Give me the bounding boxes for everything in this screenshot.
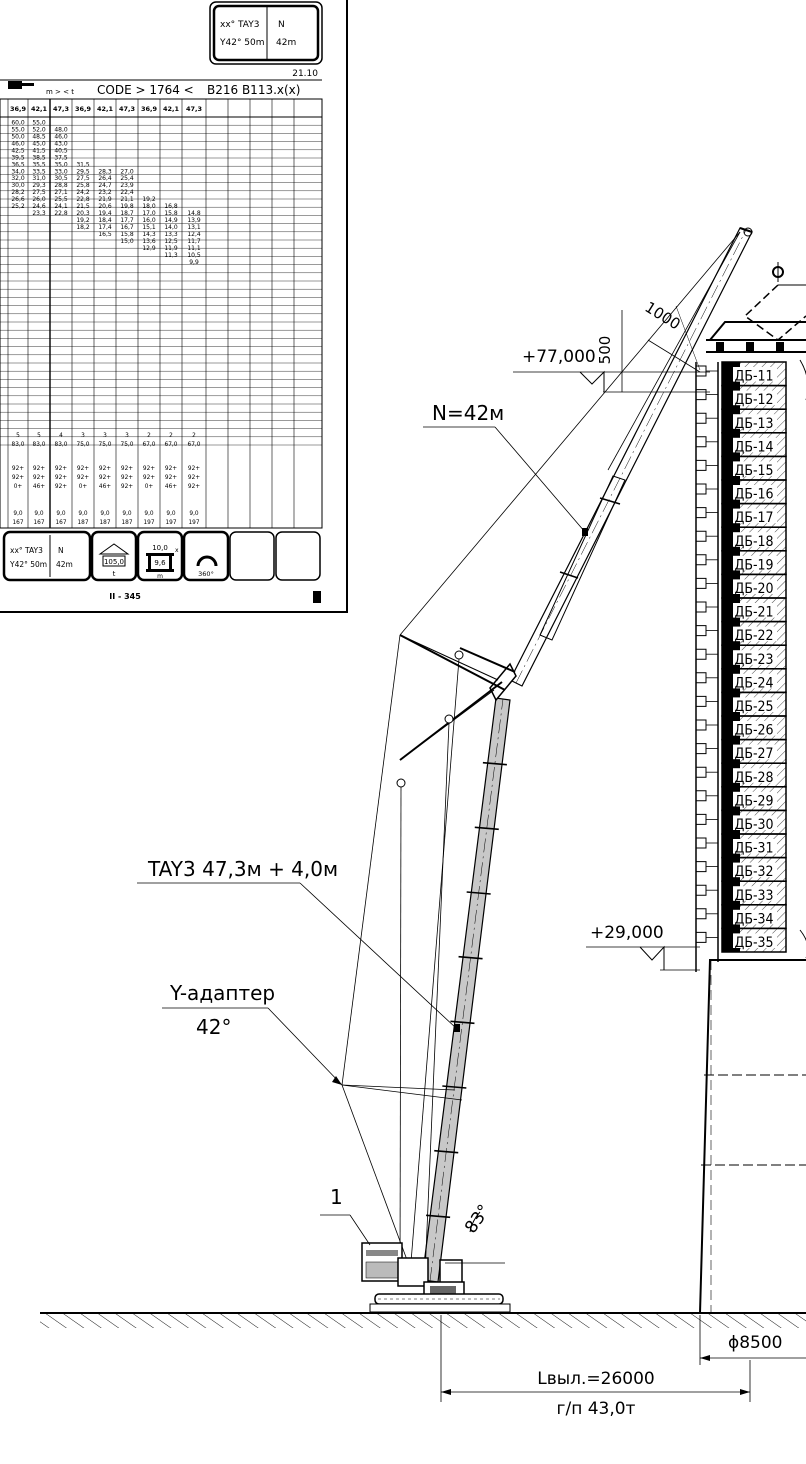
main-boom [422, 698, 510, 1282]
load-cell: 23,3 [32, 210, 46, 218]
config-box-bottom [4, 532, 90, 580]
footer-cell: 92+ [164, 475, 178, 481]
load-cell: 16,5 [98, 230, 112, 238]
tower-block [722, 433, 786, 457]
header-cell: 36,9 [9, 105, 27, 113]
header-cell: 36,9 [74, 105, 92, 113]
load-cell: 13,1 [187, 224, 201, 232]
load-cell: 18,4 [98, 217, 112, 225]
tower-block [722, 527, 786, 551]
footer-cell: 92+ [11, 475, 25, 481]
footer-cell: 92+ [54, 484, 68, 490]
footer-cell: 92+ [120, 484, 134, 490]
load-cell: 21,5 [76, 203, 90, 211]
load-cell: 18,0 [142, 203, 156, 211]
load-cell: 40,5 [54, 147, 68, 155]
track-width-value: 10,0 [152, 544, 168, 552]
load-cell: 29,5 [76, 168, 90, 176]
footer-cell: 4 [59, 433, 63, 439]
load-cell: 19,2 [76, 217, 90, 225]
footer-cell: 0+ [144, 484, 154, 490]
load-cell: 15,8 [120, 230, 134, 238]
tower-block [722, 551, 786, 575]
footer-cell: 187 [99, 520, 111, 526]
footer-cell: 92+ [164, 466, 178, 472]
load-cell: 30,0 [11, 182, 25, 190]
load-chart [0, 0, 347, 612]
config-boom-bottom: xx° TAY3 [10, 546, 43, 555]
load-cell: 20,3 [76, 210, 90, 218]
footer-cell: 92+ [11, 466, 25, 472]
config-jib: N [278, 20, 285, 30]
load-cell: 38,5 [32, 154, 46, 162]
dim-500: 500 [596, 335, 614, 365]
load-cell: 50,0 [11, 133, 25, 141]
footer-cell: 9,0 [166, 511, 176, 517]
footer-cell: 9,0 [189, 511, 199, 517]
load-cell: 24,6 [32, 203, 46, 211]
slew-value: 360° [198, 570, 214, 578]
load-cell: 11,7 [187, 237, 201, 245]
load-cell: 14,8 [187, 210, 201, 218]
empty-box-2 [276, 532, 320, 580]
load-cell: 15,0 [120, 237, 134, 245]
level-mid: +29,000 [590, 923, 664, 943]
load-cell: 19,2 [142, 196, 156, 204]
footer-cell: 92+ [120, 475, 134, 481]
header-cell: 47,3 [52, 105, 70, 113]
footer-cell: 92+ [76, 466, 90, 472]
load-cell: 33,5 [32, 168, 46, 176]
load-cell: 26,6 [11, 196, 25, 204]
footer-cell: 92+ [187, 475, 201, 481]
load-cell: 16,7 [120, 224, 134, 232]
footer-cell: 83,0 [11, 442, 25, 448]
counterweight-value: 105,0 [103, 558, 125, 566]
config-box-top [210, 2, 322, 64]
footer-cell: 9,0 [122, 511, 132, 517]
load-cell: 16,0 [142, 217, 156, 225]
load-cell: 48,5 [32, 133, 46, 141]
track-width-axis: x [175, 547, 179, 554]
code-label: CODE > 1764 < [97, 83, 194, 97]
load-cell: 17,0 [142, 210, 156, 218]
footer-cell: 92+ [76, 475, 90, 481]
footer-cell: 2 [192, 433, 196, 439]
block-label: ДБ-31 [734, 840, 774, 857]
footer-cell: 9,0 [100, 511, 110, 517]
footer-cell: 92+ [32, 466, 46, 472]
config-jib-length-bottom: 42m [56, 560, 73, 569]
load-cell: 25,5 [54, 196, 68, 204]
footer-cell: 92+ [54, 475, 68, 481]
adapter-angle: 42° [196, 1015, 232, 1039]
load-cell: 11,3 [164, 251, 178, 259]
tower-block [722, 763, 786, 787]
diameter-label: ϕ8500 [728, 1333, 783, 1353]
block-label: ДБ-18 [734, 533, 774, 550]
tower-block [722, 692, 786, 716]
load-cell: 41,5 [32, 147, 46, 155]
load-cell: 19,8 [120, 203, 134, 211]
footer-cell: 92+ [187, 466, 201, 472]
footer-cell: 92+ [187, 484, 201, 490]
footer-cell: 46+ [98, 484, 112, 490]
load-cell: 23,9 [120, 182, 134, 190]
footer-cell: 197 [188, 520, 200, 526]
load-cell: 34,0 [11, 168, 25, 176]
block-label: ДБ-15 [734, 463, 774, 479]
load-cell: 28,2 [11, 189, 25, 197]
tower-block [722, 456, 786, 480]
load-cell: 23,2 [98, 189, 112, 197]
tower-block [722, 362, 786, 386]
tower-block [722, 480, 786, 504]
block-label: ДБ-27 [734, 746, 774, 763]
load-cell: 27,0 [120, 168, 134, 176]
load-cell: 46,0 [54, 133, 68, 141]
load-cell: 26,0 [32, 196, 46, 204]
load-cell: 52,0 [32, 126, 46, 134]
load-table [0, 99, 322, 528]
footer-cell: 83,0 [32, 442, 46, 448]
adapter-label: Y-адаптер [170, 981, 276, 1005]
load-cell: 60,0 [11, 119, 25, 127]
footer-cell: 167 [55, 520, 67, 526]
model-label: B216 B113.x(x) [207, 83, 301, 97]
footer-cell: 83,0 [54, 442, 68, 448]
footer-cell: 75,0 [76, 442, 90, 448]
config-jib-bottom: N [58, 546, 64, 555]
load-cell: 25,4 [120, 175, 134, 183]
chimney-tower [696, 262, 806, 1313]
tower-block [722, 905, 786, 929]
footer-cell: 0+ [78, 484, 88, 490]
header-cell: 42,1 [30, 105, 48, 113]
block-label: ДБ-22 [734, 628, 774, 645]
block-label: ДБ-34 [734, 911, 774, 928]
load-cell: 36,5 [11, 161, 25, 169]
block-label: ДБ-35 [734, 935, 774, 951]
load-cell: 29,3 [32, 182, 46, 190]
track-length-value: 9,6 [154, 559, 166, 567]
slew-box [184, 532, 228, 580]
tower-block [722, 834, 786, 858]
load-cell: 12,9 [142, 244, 156, 252]
tower-block [722, 669, 786, 693]
tower-block [722, 716, 786, 740]
page-marker [313, 591, 321, 603]
footer-cell: 67,0 [164, 442, 178, 448]
load-cell: 18,7 [120, 210, 134, 218]
block-label: ДБ-24 [734, 675, 774, 692]
tower-block [722, 386, 786, 410]
load-cell: 27,5 [32, 189, 46, 197]
boom-label: TAY3 47,3м + 4,0м [148, 857, 339, 881]
load-cell: 11,9 [164, 244, 178, 252]
block-label: ДБ-20 [734, 581, 774, 597]
load-cell: 31,5 [76, 161, 90, 169]
footer-cell: 3 [125, 433, 129, 439]
block-label: ДБ-17 [734, 510, 774, 527]
block-label: ДБ-12 [734, 392, 774, 409]
header-cell: 47,3 [118, 105, 136, 113]
load-cell: 11,1 [187, 244, 201, 252]
footer-cell: 2 [147, 433, 151, 439]
crane-icon [8, 81, 22, 89]
tower-block [722, 598, 786, 622]
load-cell: 32,0 [11, 175, 25, 183]
tower-block [722, 574, 786, 598]
load-cell: 30,5 [54, 175, 68, 183]
load-cell: 37,5 [54, 154, 68, 162]
counterweight-box [92, 532, 136, 580]
load-cell: 21,1 [120, 196, 134, 204]
load-cell: 28,3 [98, 168, 112, 176]
ground [40, 1313, 806, 1328]
load-cell: 14,9 [164, 217, 178, 225]
footer-cell: 197 [143, 520, 155, 526]
load-cell: 25,2 [11, 203, 25, 211]
footer-cell: 75,0 [120, 442, 134, 448]
track-unit: m [157, 573, 163, 580]
footer-cell: 0+ [13, 484, 23, 490]
footer-cell: 167 [12, 520, 24, 526]
footer-cell: 187 [121, 520, 133, 526]
load-cell: 14,3 [142, 230, 156, 238]
load-cell: 12,5 [164, 237, 178, 245]
footer-cell: 92+ [98, 466, 112, 472]
tower-block [722, 622, 786, 646]
block-label: ДБ-16 [734, 486, 774, 503]
footer-cell: 167 [33, 520, 45, 526]
block-label: ДБ-11 [734, 368, 774, 385]
footer-cell: 3 [81, 433, 85, 439]
footer-cell: 92+ [120, 466, 134, 472]
load-cell: 22,4 [120, 189, 134, 197]
block-label: ДБ-21 [734, 604, 774, 621]
empty-box-1 [230, 532, 274, 580]
load-cell: 39,5 [11, 154, 25, 162]
load-cell: 24,7 [98, 182, 112, 190]
footer-cell: 67,0 [187, 442, 201, 448]
load-cell: 35,0 [54, 161, 68, 169]
load-cell: 24,1 [54, 203, 68, 211]
footer-cell: 3 [103, 433, 107, 439]
block-label: ДБ-28 [734, 769, 774, 786]
footer-cell: 67,0 [142, 442, 156, 448]
load-cell: 55,0 [32, 119, 46, 127]
jib-label: N=42м [432, 401, 505, 425]
load-cell: 46,0 [11, 140, 25, 148]
load-cell: 25,8 [76, 182, 90, 190]
footer-cell: 9,0 [56, 511, 66, 517]
tower-block [722, 810, 786, 834]
block-label: ДБ-25 [734, 699, 774, 715]
header-cell: 36,9 [140, 105, 158, 113]
dim-1000: 1000 [641, 298, 684, 334]
footer-cell: 75,0 [98, 442, 112, 448]
load-cell: 26,4 [98, 175, 112, 183]
slew-icon [198, 557, 216, 566]
footer-cell: 9,0 [13, 511, 23, 517]
load-cell: 22,8 [54, 210, 68, 218]
header-cell: 47,3 [185, 105, 203, 113]
tower-block [722, 787, 786, 811]
load-cell: 27,1 [54, 189, 68, 197]
load-cell: 14,0 [164, 224, 178, 232]
config-adapter-bottom: Y42° 50m [10, 560, 48, 569]
load-cell: 15,8 [164, 210, 178, 218]
footer-cell: 187 [77, 520, 89, 526]
header-cell: 42,1 [162, 105, 180, 113]
config-jib-length: 42m [276, 38, 297, 48]
version-label: 21.10 [292, 69, 318, 79]
footer-cell: 92+ [32, 475, 46, 481]
load-cell: 17,4 [98, 224, 112, 232]
footer-cell: 197 [165, 520, 177, 526]
block-label: ДБ-26 [734, 722, 774, 739]
footer-cell: 9,0 [78, 511, 88, 517]
footer-cell: 46+ [164, 484, 178, 490]
load-cell: 35,5 [32, 161, 46, 169]
load-cell: 19,4 [98, 210, 112, 218]
track-icon [146, 553, 174, 556]
load-cell: 16,8 [164, 203, 178, 211]
load-cell: 20,6 [98, 203, 112, 211]
footer-cell: 9,0 [34, 511, 44, 517]
tower-block [722, 858, 786, 882]
chart-header [8, 81, 300, 97]
load-cell: 22,8 [76, 196, 90, 204]
block-label: ДБ-14 [734, 439, 774, 456]
footer-cell: 5 [37, 433, 41, 439]
footer-cell: 92+ [98, 475, 112, 481]
load-cell: 18,2 [76, 224, 90, 232]
load-cell: 45,0 [32, 140, 46, 148]
block-label: ДБ-23 [734, 651, 774, 668]
footer-cell: 46+ [32, 484, 46, 490]
load-cell: 55,0 [11, 126, 25, 134]
capacity-label: г/п 43,0т [556, 1399, 636, 1419]
load-cell: 10,5 [187, 251, 201, 259]
tower-block [722, 740, 786, 764]
tower-block [722, 928, 786, 952]
load-cell: 21,9 [98, 196, 112, 204]
page-number: II - 345 [109, 592, 141, 601]
footer-cell: 2 [169, 433, 173, 439]
block-label: ДБ-33 [734, 887, 774, 904]
footer-cell: 92+ [142, 475, 156, 481]
load-cell: 28,8 [54, 182, 68, 190]
working-radius: Lвыл.=26000 [537, 1369, 655, 1389]
block-label: ДБ-19 [734, 557, 774, 574]
tower-block [722, 504, 786, 528]
load-cell: 48,0 [54, 126, 68, 134]
tower-block [722, 881, 786, 905]
load-cell: 33,0 [54, 168, 68, 176]
load-cell: 12,4 [187, 230, 201, 238]
load-cell: 15,1 [142, 224, 156, 232]
load-cell: 9,9 [189, 258, 199, 266]
load-cell: 13,9 [187, 217, 201, 225]
footer-cell: 92+ [142, 466, 156, 472]
footer-cell: 92+ [54, 466, 68, 472]
track-box [138, 532, 182, 580]
load-cell: 17,7 [120, 217, 134, 225]
config-adapter: Y42° 50m [220, 38, 265, 48]
load-cell: 31,0 [32, 175, 46, 183]
tower-block [722, 409, 786, 433]
block-label: ДБ-29 [734, 793, 774, 810]
block-label: ДБ-13 [734, 415, 774, 432]
block-label: ДБ-32 [734, 864, 774, 881]
load-cell: 42,5 [11, 147, 25, 155]
tower-block [722, 645, 786, 669]
footer-cell: 9,0 [144, 511, 154, 517]
boom-angle: 83° [461, 1201, 495, 1238]
load-cell: 24,2 [76, 189, 90, 197]
load-cell: 27,5 [76, 175, 90, 183]
crane-number: 1 [330, 1185, 343, 1209]
counterweight-unit: t [112, 570, 116, 578]
config-boom: xx° TAY3 [220, 20, 260, 30]
block-label: ДБ-30 [734, 817, 774, 833]
crawler-crane [342, 228, 752, 1312]
load-cell: 13,6 [142, 237, 156, 245]
units-label: m > < t [46, 88, 74, 96]
footer-cell: 5 [16, 433, 20, 439]
load-cell: 13,3 [164, 230, 178, 238]
load-cell: 43,0 [54, 140, 68, 148]
header-cell: 42,1 [96, 105, 114, 113]
counterweight-icon [100, 544, 128, 554]
level-top: +77,000 [522, 347, 596, 367]
